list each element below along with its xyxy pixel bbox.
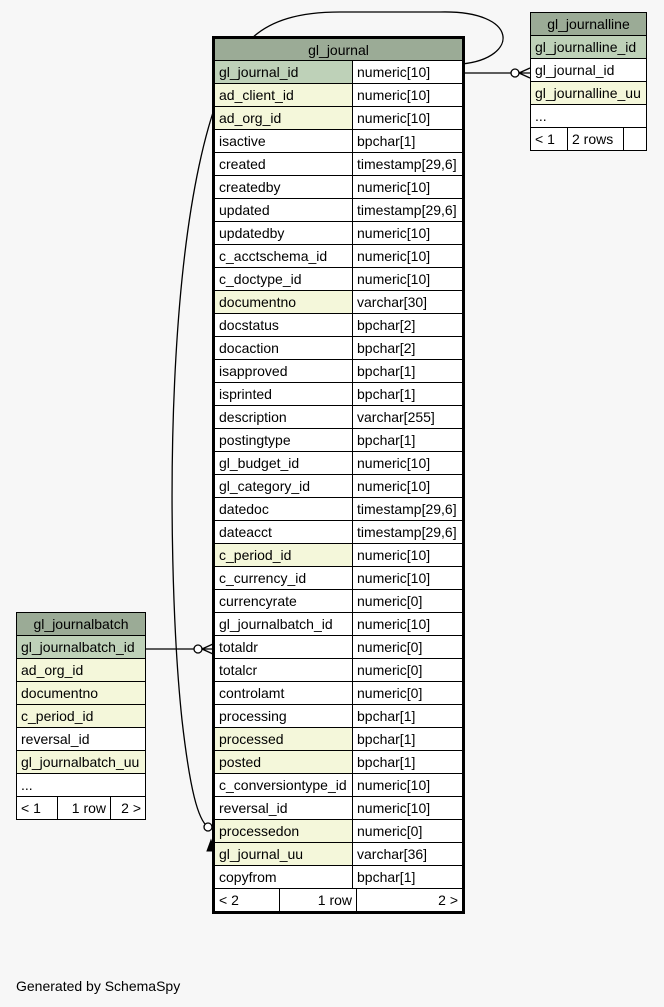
- column-type: timestamp[29,6]: [353, 199, 464, 222]
- row-count: 2 rows: [568, 128, 624, 151]
- column-type: bpchar[1]: [353, 383, 464, 406]
- column-name: gl_journalbatch_uu: [17, 751, 146, 774]
- column-name: created: [214, 153, 353, 176]
- table-title[interactable]: gl_journalbatch: [17, 613, 146, 636]
- column-name: gl_journalbatch_id: [17, 636, 146, 659]
- column-type: numeric[10]: [353, 176, 464, 199]
- column-name: processed: [214, 728, 353, 751]
- column-row[interactable]: [214, 659, 464, 682]
- column-row[interactable]: [214, 544, 464, 567]
- edge-journal-batch-optional-marker: [194, 645, 202, 653]
- column-name: c_conversiontype_id: [214, 774, 353, 797]
- table-title[interactable]: gl_journal: [214, 38, 464, 61]
- column-name: description: [214, 406, 353, 429]
- column-row[interactable]: [531, 105, 647, 128]
- column-row[interactable]: [214, 84, 464, 107]
- column-row[interactable]: [214, 866, 464, 889]
- column-name: docstatus: [214, 314, 353, 337]
- column-row[interactable]: [214, 61, 464, 84]
- column-type: numeric[0]: [353, 820, 464, 843]
- column-name: createdby: [214, 176, 353, 199]
- parents-count: < 1: [17, 797, 58, 820]
- column-type: timestamp[29,6]: [353, 498, 464, 521]
- column-name: ad_client_id: [214, 84, 353, 107]
- column-row[interactable]: [214, 636, 464, 659]
- row-count: 1 row: [280, 889, 357, 911]
- column-type: numeric[0]: [353, 590, 464, 613]
- column-row[interactable]: [214, 751, 464, 774]
- children-count: 2 >: [111, 797, 146, 820]
- column-row[interactable]: [214, 705, 464, 728]
- column-name: gl_journal_uu: [214, 843, 353, 866]
- column-row[interactable]: [214, 176, 464, 199]
- parents-count: < 1: [531, 128, 568, 151]
- column-type: bpchar[1]: [353, 705, 464, 728]
- column-row[interactable]: [214, 475, 464, 498]
- column-type: bpchar[2]: [353, 337, 464, 360]
- column-name: gl_journal_id: [214, 61, 353, 84]
- column-type: numeric[10]: [353, 544, 464, 567]
- column-type: numeric[0]: [353, 659, 464, 682]
- column-row[interactable]: [17, 659, 146, 682]
- column-row[interactable]: [214, 130, 464, 153]
- column-name: copyfrom: [214, 866, 353, 889]
- column-name: processedon: [214, 820, 353, 843]
- column-type: bpchar[1]: [353, 866, 464, 889]
- column-name: c_doctype_id: [214, 268, 353, 291]
- edge-journalline-crowfoot: [519, 68, 530, 78]
- column-name: processing: [214, 705, 353, 728]
- column-row[interactable]: [214, 222, 464, 245]
- row-count: 1 row: [58, 797, 111, 820]
- column-type: numeric[10]: [353, 245, 464, 268]
- column-name: isactive: [214, 130, 353, 153]
- column-row[interactable]: [17, 705, 146, 728]
- column-row[interactable]: [17, 728, 146, 751]
- column-type: numeric[10]: [353, 84, 464, 107]
- column-type: numeric[10]: [353, 774, 464, 797]
- column-name: c_currency_id: [214, 567, 353, 590]
- column-row[interactable]: [214, 291, 464, 314]
- column-row[interactable]: [214, 590, 464, 613]
- column-name: c_period_id: [17, 705, 146, 728]
- column-row[interactable]: [214, 429, 464, 452]
- column-name: postingtype: [214, 429, 353, 452]
- column-type: timestamp[29,6]: [353, 521, 464, 544]
- column-type: numeric[10]: [353, 613, 464, 636]
- column-row[interactable]: [17, 682, 146, 705]
- column-name: gl_journal_id: [531, 59, 647, 82]
- column-name: documentno: [214, 291, 353, 314]
- column-row[interactable]: [214, 774, 464, 797]
- column-name: updated: [214, 199, 353, 222]
- column-name: isprinted: [214, 383, 353, 406]
- column-type: numeric[10]: [353, 452, 464, 475]
- column-name: datedoc: [214, 498, 353, 521]
- column-type: timestamp[29,6]: [353, 153, 464, 176]
- column-name: gl_journalline_id: [531, 36, 647, 59]
- column-row[interactable]: [214, 567, 464, 590]
- column-row[interactable]: [214, 360, 464, 383]
- column-row[interactable]: [214, 245, 464, 268]
- column-row[interactable]: [214, 383, 464, 406]
- column-name: c_period_id: [214, 544, 353, 567]
- column-type: bpchar[1]: [353, 360, 464, 383]
- column-type: numeric[10]: [353, 222, 464, 245]
- column-type: numeric[10]: [353, 567, 464, 590]
- column-name: currencyrate: [214, 590, 353, 613]
- column-name: isapproved: [214, 360, 353, 383]
- column-name: dateacct: [214, 521, 353, 544]
- column-row[interactable]: [214, 613, 464, 636]
- column-type: varchar[255]: [353, 406, 464, 429]
- column-name: controlamt: [214, 682, 353, 705]
- column-row[interactable]: [214, 521, 464, 544]
- column-type: numeric[10]: [353, 107, 464, 130]
- column-row[interactable]: [214, 820, 464, 843]
- column-type: numeric[0]: [353, 636, 464, 659]
- column-type: numeric[0]: [353, 682, 464, 705]
- column-row[interactable]: [214, 314, 464, 337]
- column-name: reversal_id: [214, 797, 353, 820]
- column-row[interactable]: [214, 728, 464, 751]
- column-row[interactable]: [17, 774, 146, 797]
- column-type: bpchar[1]: [353, 429, 464, 452]
- column-row[interactable]: [214, 199, 464, 222]
- edge-journal-reversal-optional-marker: [204, 823, 212, 831]
- parents-count: < 2: [215, 889, 280, 911]
- column-type: numeric[10]: [353, 61, 464, 84]
- column-type: bpchar[1]: [353, 728, 464, 751]
- column-name: ad_org_id: [214, 107, 353, 130]
- column-type: numeric[10]: [353, 268, 464, 291]
- column-row[interactable]: [214, 452, 464, 475]
- table-gl-journalline[interactable]: [530, 12, 647, 151]
- column-name: gl_category_id: [214, 475, 353, 498]
- column-type: bpchar[1]: [353, 130, 464, 153]
- column-name: updatedby: [214, 222, 353, 245]
- column-row[interactable]: [17, 636, 146, 659]
- column-name: ...: [531, 105, 647, 128]
- column-name: ...: [17, 774, 146, 797]
- table-gl-journal[interactable]: [212, 36, 465, 914]
- column-row[interactable]: [17, 751, 146, 774]
- column-name: totaldr: [214, 636, 353, 659]
- table-gl-journalbatch[interactable]: [16, 612, 146, 820]
- column-row[interactable]: [214, 107, 464, 130]
- column-row[interactable]: [214, 406, 464, 429]
- column-row[interactable]: [531, 36, 647, 59]
- column-type: numeric[10]: [353, 475, 464, 498]
- column-type: varchar[30]: [353, 291, 464, 314]
- column-row[interactable]: [214, 153, 464, 176]
- column-name: reversal_id: [17, 728, 146, 751]
- column-name: ad_org_id: [17, 659, 146, 682]
- children-count: [624, 128, 647, 151]
- edge-journalline-optional-marker: [511, 69, 519, 77]
- column-name: c_acctschema_id: [214, 245, 353, 268]
- column-name: gl_journalbatch_id: [214, 613, 353, 636]
- column-name: gl_budget_id: [214, 452, 353, 475]
- column-name: documentno: [17, 682, 146, 705]
- column-row[interactable]: [214, 843, 464, 866]
- column-name: gl_journalline_uu: [531, 82, 647, 105]
- column-row[interactable]: [531, 59, 647, 82]
- table-title[interactable]: gl_journalline: [531, 13, 647, 36]
- column-name: posted: [214, 751, 353, 774]
- column-type: numeric[10]: [353, 797, 464, 820]
- column-row[interactable]: [214, 337, 464, 360]
- column-name: totalcr: [214, 659, 353, 682]
- column-type: varchar[36]: [353, 843, 464, 866]
- column-row[interactable]: [531, 82, 647, 105]
- children-count: 2 >: [438, 892, 458, 908]
- column-type: bpchar[1]: [353, 751, 464, 774]
- column-row[interactable]: [214, 682, 464, 705]
- column-name: docaction: [214, 337, 353, 360]
- column-row[interactable]: [214, 498, 464, 521]
- column-type: bpchar[2]: [353, 314, 464, 337]
- column-row[interactable]: [214, 797, 464, 820]
- generated-by-label: Generated by SchemaSpy: [16, 978, 181, 994]
- column-row[interactable]: [214, 268, 464, 291]
